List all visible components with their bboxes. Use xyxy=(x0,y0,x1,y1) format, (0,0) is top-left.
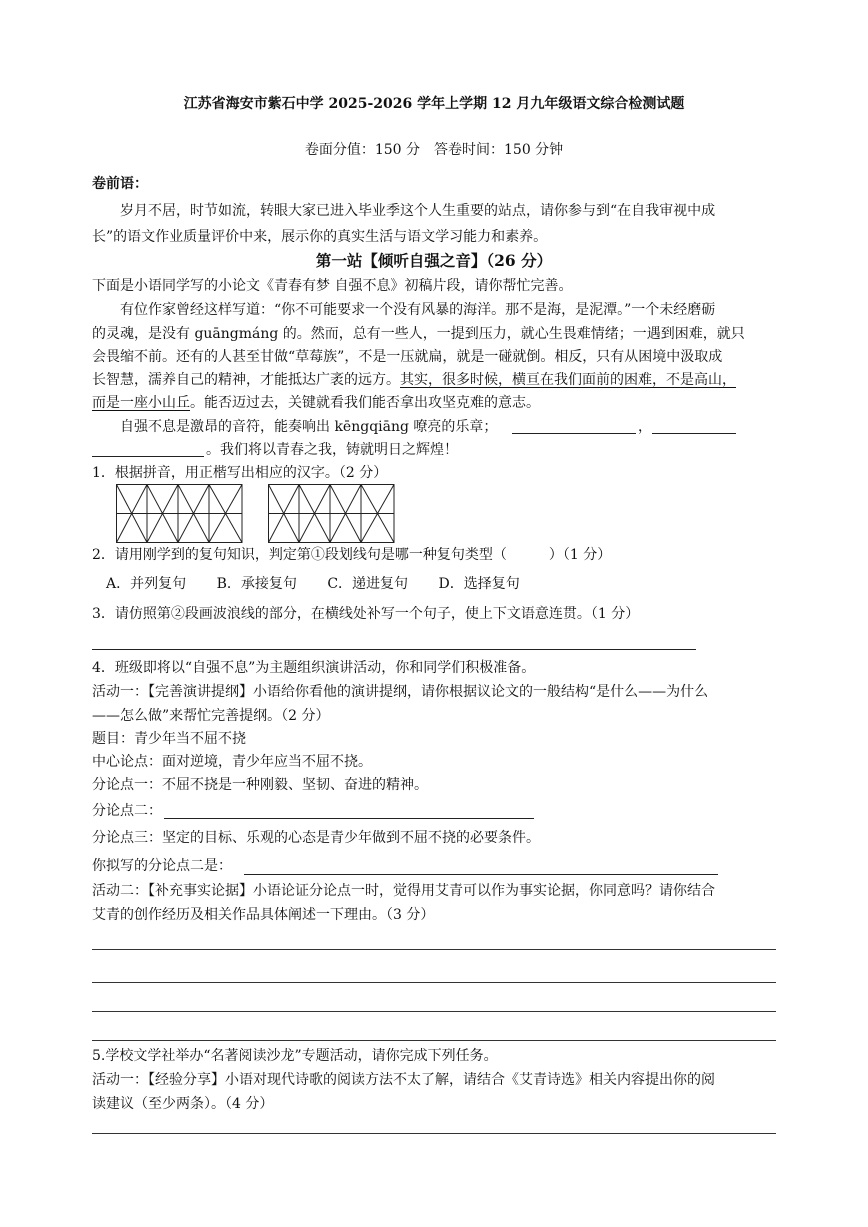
paragraph-1-line-4 xyxy=(92,373,736,387)
activity-2-line-1: 活动二：【补充事实论据】小语论证分论点一时，觉得用艾青可以作为事实论据，你同意吗？请你结合 xyxy=(92,883,715,899)
question-2-options xyxy=(106,577,546,591)
outline-point-1: 分论点一：不屈不挠是一种刚毅、坚韧、奋进的精神。 xyxy=(92,777,428,793)
activity-2-answer-line[interactable] xyxy=(92,1011,776,1012)
fill-blank-1[interactable] xyxy=(512,433,636,434)
station-1-title: 第一站【倾听自强之音】（26 分） xyxy=(315,251,553,270)
paragraph-1-line-1: 有位作家曾经这样写道：“你不可能要求一个没有风暴的海洋。那不是海，是泥潭。”一个未经磨砺 xyxy=(120,302,716,318)
station-1-intro: 下面是小语同学写的小论文《青春有梦 自强不息》初稿片段，请你帮忙完善。 xyxy=(92,278,573,294)
option-b[interactable]: B．承接复句 xyxy=(216,576,297,592)
paragraph-1-line-3: 会畏缩不前。还有的人甚至甘做“草莓族”，不是一压就扁，就是一碰就倒。相反，只有从困境中汲取成 xyxy=(92,349,723,365)
paragraph-1-line-2: 的灵魂，是没有 guāngmáng 的。然而，总有一些人，一提到压力，就心生畏难情绪；一遇到困难，就只 xyxy=(92,326,745,342)
question-4-text: 4．班级即将以“自强不息”为主题组织演讲活动，你和同学们积极准备。 xyxy=(92,660,536,676)
q5-answer-line[interactable] xyxy=(92,1133,776,1134)
question-3-answer-line[interactable] xyxy=(92,649,696,650)
preface-line-2: 长”的语文作业质量评价中来，展示你的真实生活与语文学习能力和素养。 xyxy=(92,229,548,245)
your-point-label: 你拟写的分论点二是： xyxy=(92,858,232,874)
activity-2-answer-line[interactable] xyxy=(92,1040,776,1041)
paragraph-1-plain-text: 长智慧，濡养自己的精神，才能抵达广袤的远方。 xyxy=(92,372,400,388)
your-point-answer-line[interactable] xyxy=(244,874,718,875)
question-1-text: 1．根据拼音，用正楷写出相应的汉字。（2 分） xyxy=(92,465,388,481)
paragraph-1-line-5 xyxy=(92,396,540,410)
activity-2-line-2: 艾青的创作经历及相关作品具体阐述一下理由。（3 分） xyxy=(92,907,435,923)
paragraph-1-ending: 。能否迈过去，关键就看我们能否拿出攻坚克难的意志。 xyxy=(190,395,540,411)
q5-activity-1-line-2: 读建议（至少两条）。（4 分） xyxy=(92,1096,274,1112)
option-c[interactable]: C．递进复句 xyxy=(327,576,409,592)
outline-point-3: 分论点三：坚定的目标、乐观的心态是青少年做到不屈不挠的必要条件。 xyxy=(92,830,540,846)
exam-meta: 卷面分值：150 分 答卷时间：150 分钟 xyxy=(304,142,564,158)
q5-activity-1-line-1: 活动一：【经验分享】小语对现代诗歌的阅读方法不太了解，请结合《艾青诗选》相关内容提出你的阅 xyxy=(92,1072,715,1088)
outline-point-2-label: 分论点二： xyxy=(92,803,162,819)
fill-blank-3[interactable] xyxy=(92,456,204,457)
option-a[interactable]: A．并列复句 xyxy=(106,576,187,592)
outline-thesis: 中心论点：面对逆境，青少年应当不屈不挠。 xyxy=(92,754,372,770)
outline-point-2-line[interactable] xyxy=(164,818,534,819)
activity-1-line-1: 活动一：【完善演讲提纲】小语给你看他的演讲提纲，请你根据议论文的一般结构“是什么——为什么 xyxy=(92,684,709,700)
fill-blank-2[interactable] xyxy=(652,433,736,434)
preface-line-1: 岁月不居，时节如流，转眼大家已进入毕业季这个人生重要的站点，请你参与到“在自我审视中成 xyxy=(120,203,716,219)
paragraph-2-line-2: 。我们将以青春之我，铸就明日之辉煌！ xyxy=(206,442,458,458)
activity-1-line-2: ——怎么做”来帮忙完善提纲。（2 分） xyxy=(92,708,330,724)
paragraph-2-comma: ， xyxy=(638,419,652,435)
question-3-text: 3．请仿照第②段画波浪线的部分，在横线处补写一个句子，使上下文语意连贯。（1 分） xyxy=(92,606,640,622)
exam-title: 江苏省海安市紫石中学 2025-2026 学年上学期 12 月九年级语文综合检测试题 xyxy=(183,96,685,112)
outline-topic: 题目：青少年当不屈不挠 xyxy=(92,731,246,747)
paragraph-2-line-1: 自强不息是激昂的音符，能奏响出 kēngqiāng 嘹亮的乐章； xyxy=(120,419,498,435)
question-5-text: 5.学校文学社举办“名著阅读沙龙”专题活动，请你完成下列任务。 xyxy=(92,1048,498,1064)
activity-2-answer-line[interactable] xyxy=(92,982,776,983)
question-2-text: 2．请用刚学到的复句知识，判定第①段划线句是哪一种复句类型（ ）（1 分） xyxy=(92,547,612,563)
activity-2-answer-line[interactable] xyxy=(92,949,776,950)
writing-grid-1[interactable] xyxy=(116,484,244,544)
writing-grid-2[interactable] xyxy=(268,484,396,544)
option-d[interactable]: D．选择复句 xyxy=(438,576,520,592)
underlined-sentence-part-1: 其实，很多时候，横亘在我们面前的困难，不是高山， xyxy=(400,372,736,388)
underlined-sentence-part-2: 而是一座小山丘 xyxy=(92,395,190,411)
preface-label: 卷前语： xyxy=(92,176,148,192)
